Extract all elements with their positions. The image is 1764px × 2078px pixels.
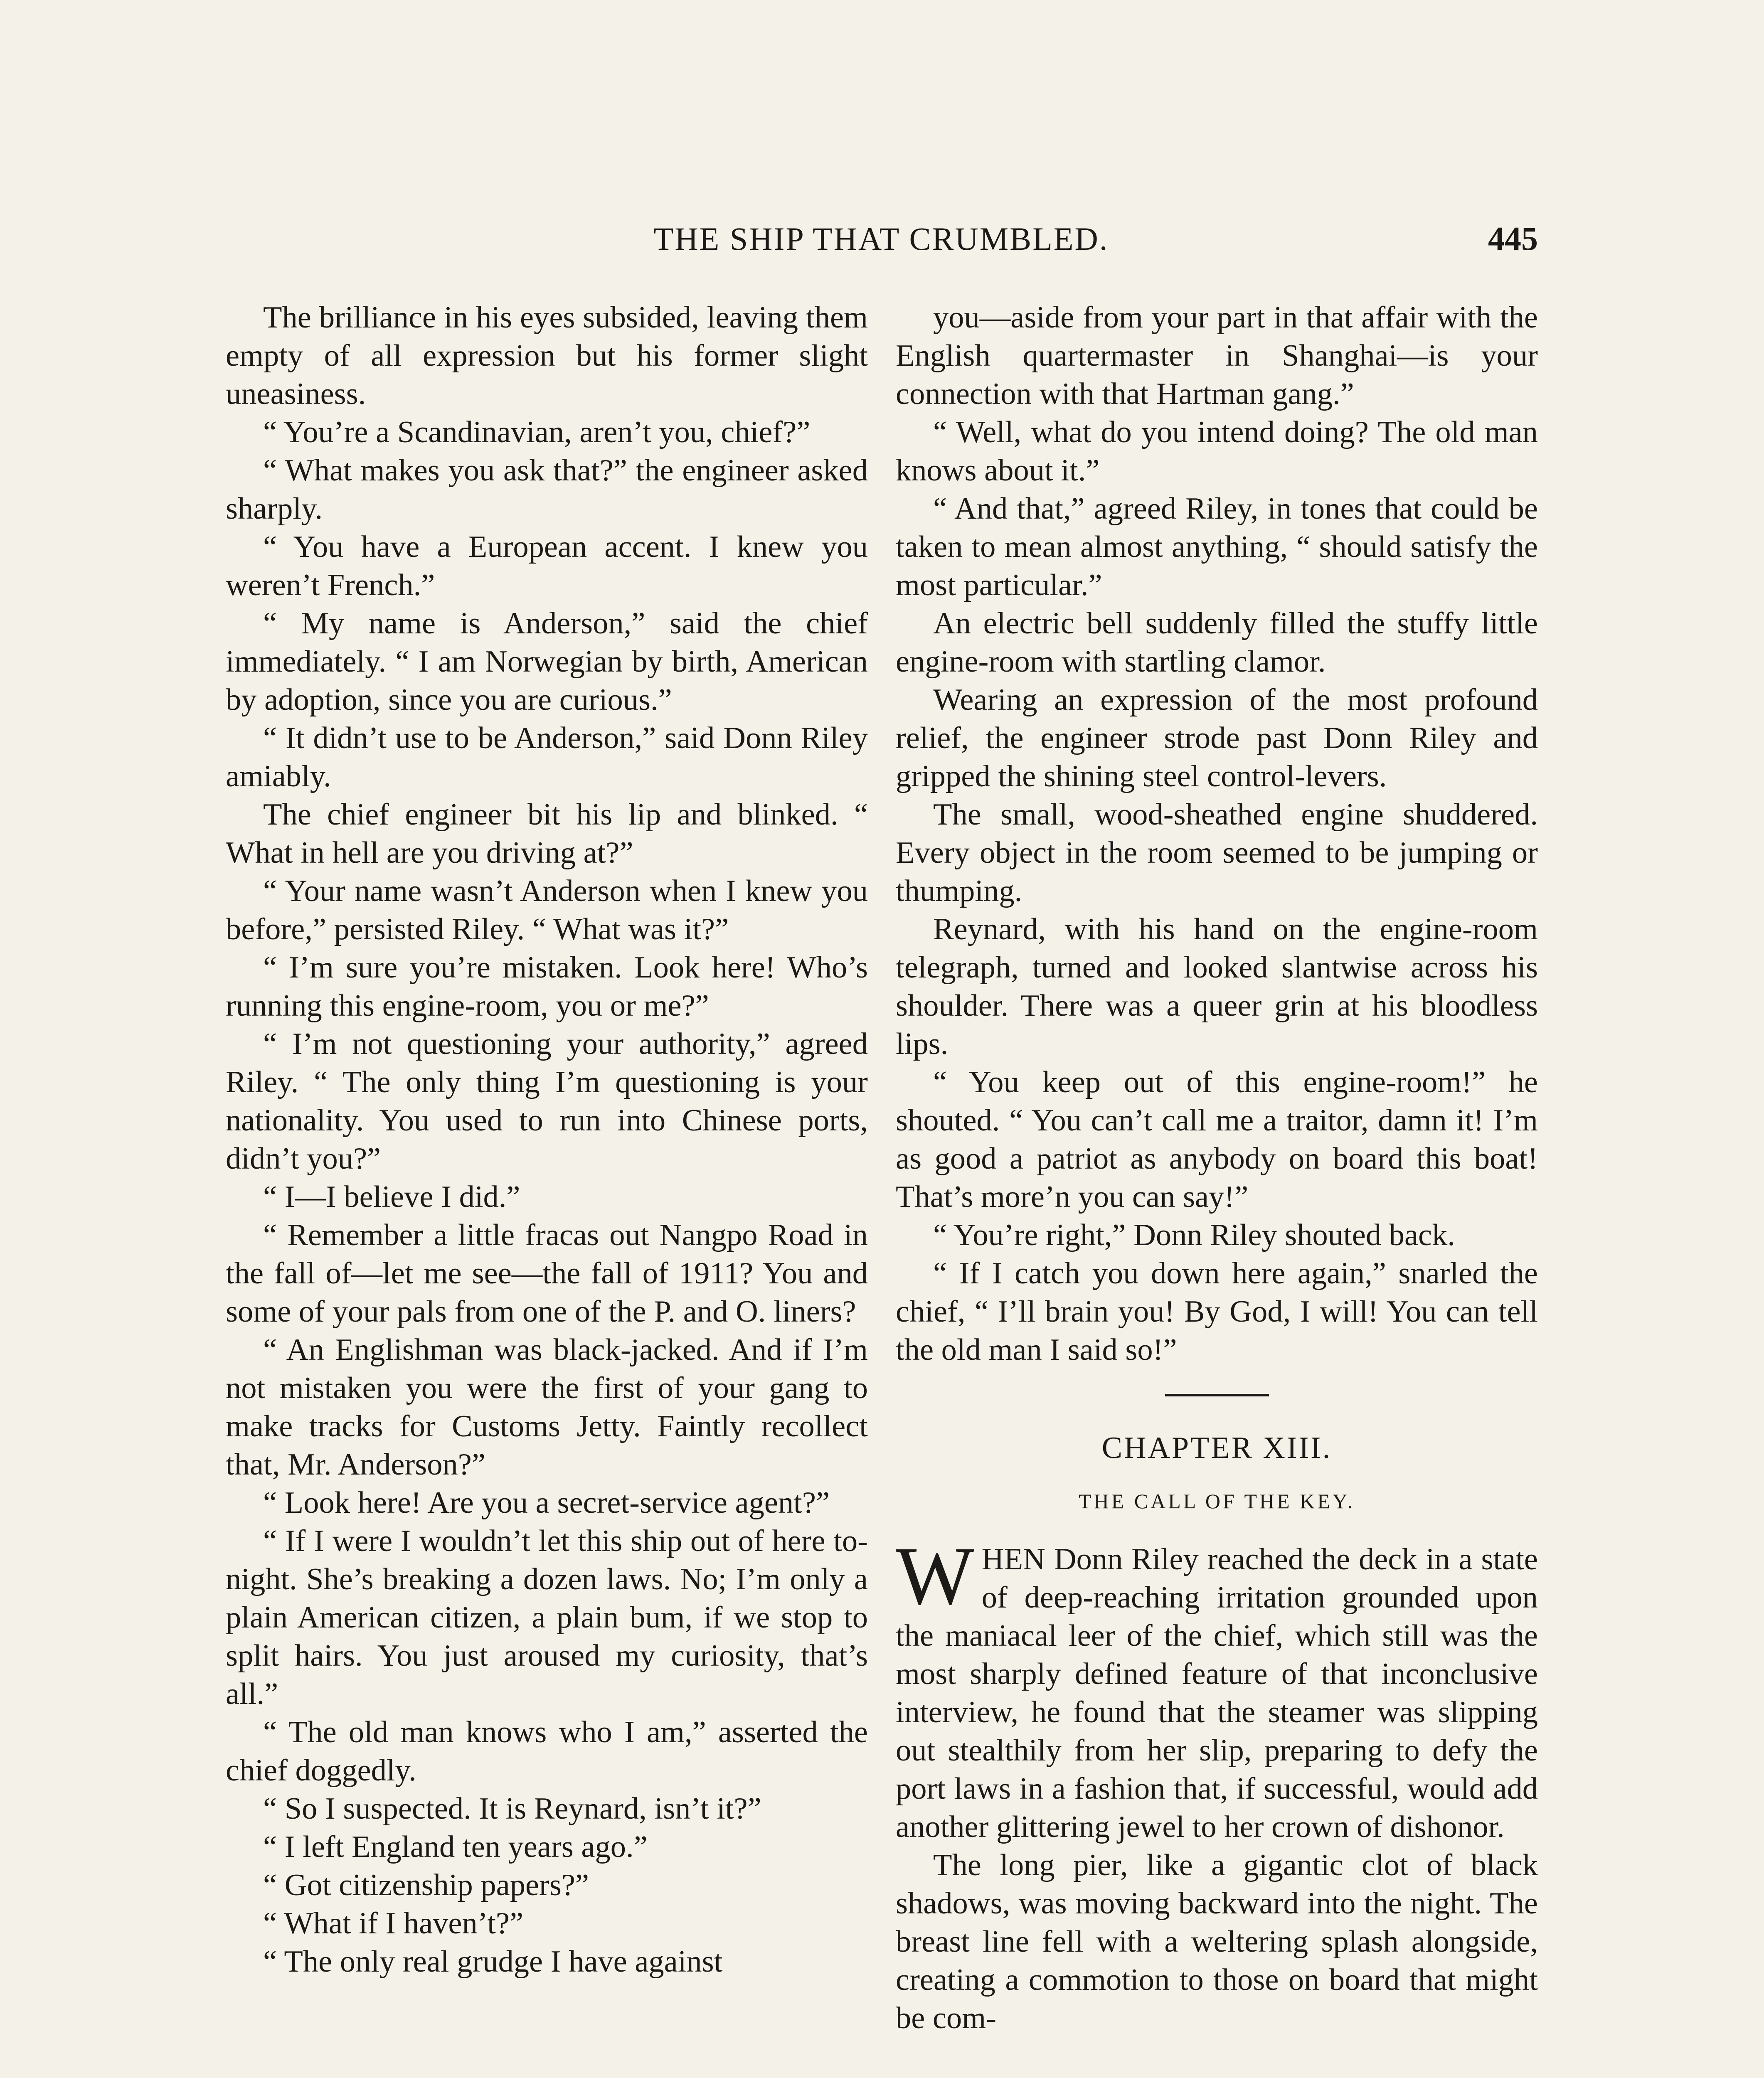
paragraph: “ An Englishman was black-jacked. And if I’m not mistaken you were the first of your gang to make tracks for Customs Jetty. Faintly recollect that, Mr. Anderson?” <box>226 1333 868 1482</box>
paragraph: “ I—I believe I did.” <box>263 1180 520 1214</box>
paragraph: “ And that,” agreed Riley, in tones that could be taken to mean almost anything, “ should satisfy the most particular.” <box>896 492 1538 602</box>
running-header <box>224 218 1538 260</box>
paragraph: Wearing an expression of the most profound relief, the engineer strode past Donn Riley and gripped the shining steel control-levers. <box>896 683 1538 793</box>
chapter-opening-text: HEN Donn Riley reached the deck in a state of deep-reaching irritation grounded upon the maniacal leer of the chief, which still was the most sharply defined feature of that inconclusive interview, he found that the steamer was slipping out stealthily from her slip, preparing to defy the port laws in a fashion that, if successful, would add another glittering jewel to her crown of dishonor. <box>896 1542 1538 1844</box>
paragraph: “ If I catch you down here again,” snarled the chief, “ I’ll brain you! By God, I will! You can tell the old man I said so!” <box>896 1256 1538 1367</box>
page-number: 445 <box>1488 221 1538 257</box>
paragraph: “ What makes you ask that?” the engineer asked sharply. <box>226 453 868 526</box>
paragraph: “ You’re a Scandinavian, aren’t you, chief?” <box>263 415 811 449</box>
paragraph: “ The only real grudge I have against <box>263 1945 723 1979</box>
paragraph: “ If I were I wouldn’t let this ship out of here to-night. She’s breaking a dozen laws. No; I’m only a plain American citizen, a plain bum, if we stop to split hairs. You just aroused my curiosity, that’s all.” <box>226 1524 868 1711</box>
paragraph: “ So I suspected. It is Reynard, isn’t it?” <box>263 1792 761 1826</box>
paragraph: “ You’re right,” Donn Riley shouted back. <box>933 1218 1455 1252</box>
paragraph: “ My name is Anderson,” said the chief immediately. “ I am Norwegian by birth, American by adoption, since you are curious.” <box>226 606 868 717</box>
paragraph: Reynard, with his hand on the engine-room telegraph, turned and looked slantwise across his shoulder. There was a queer grin at his bloodless lips. <box>896 912 1538 1061</box>
running-title: THE SHIP THAT CRUMBLED. <box>653 221 1109 257</box>
paragraph: “ Your name wasn’t Anderson when I knew you before,” persisted Riley. “ What was it?” <box>226 874 868 946</box>
paragraph: “ Well, what do you intend doing? The old man knows about it.” <box>896 415 1538 487</box>
chapter-subtitle: THE CALL OF THE KEY. <box>1079 1490 1355 1513</box>
chapter-heading: CHAPTER XIII. <box>1101 1431 1332 1465</box>
paragraph: “ The old man knows who I am,” asserted the chief doggedly. <box>226 1715 868 1787</box>
paragraph: “ You keep out of this engine-room!” he shouted. “ You can’t call me a traitor, damn it! I’m as good a patriot as anybody on board this boat! That’s more’n you can say!” <box>896 1065 1538 1214</box>
paragraph: “ I’m sure you’re mistaken. Look here! Who’s running this engine-room, you or me?” <box>226 950 868 1023</box>
chapter-divider-rule <box>1165 1394 1269 1396</box>
paragraph: “ Remember a little fracas out Nangpo Road in the fall of—let me see—the fall of 1911? You and some of your pals from one of the P. and O. liners? <box>226 1218 868 1329</box>
paragraph: The small, wood-sheathed engine shuddered. Every object in the room seemed to be jumping or thumping. <box>896 798 1538 908</box>
paragraph: “ What if I haven’t?” <box>263 1906 524 1940</box>
paragraph: “ You have a European accent. I knew you weren’t French.” <box>226 530 868 602</box>
paragraph: “ Look here! Are you a secret-service agent?” <box>263 1486 830 1520</box>
paragraph: The long pier, like a gigantic clot of black shadows, was moving backward into the night. The breast line fell with a weltering splash alongside, creating a commotion to those on board that might be com- <box>896 1848 1538 2035</box>
drop-cap: W <box>896 1530 974 1622</box>
paragraph: “ It didn’t use to be Anderson,” said Donn Riley amiably. <box>226 721 868 793</box>
paragraph: “ Got citizenship papers?” <box>263 1868 589 1902</box>
chapter-opening-paragraph <box>896 1530 1538 1846</box>
paragraph: The brilliance in his eyes subsided, leaving them empty of all expression but his former slight uneasiness. <box>226 300 868 411</box>
paragraph: The chief engineer bit his lip and blinked. “ What in hell are you driving at?” <box>226 798 868 870</box>
right-column <box>896 298 1538 2037</box>
paragraph: “ I left England ten years ago.” <box>263 1830 648 1864</box>
paragraph: “ I’m not questioning your authority,” agreed Riley. “ The only thing I’m questioning is your nationality. You used to run into Chinese ports, didn’t you?” <box>226 1027 868 1176</box>
paragraph: you—aside from your part in that affair with the English quartermaster in Shanghai—is your connection with that Hartman gang.” <box>896 300 1538 411</box>
left-column <box>226 298 868 1981</box>
paragraph: An electric bell suddenly filled the stuffy little engine-room with startling clamor. <box>896 606 1538 679</box>
